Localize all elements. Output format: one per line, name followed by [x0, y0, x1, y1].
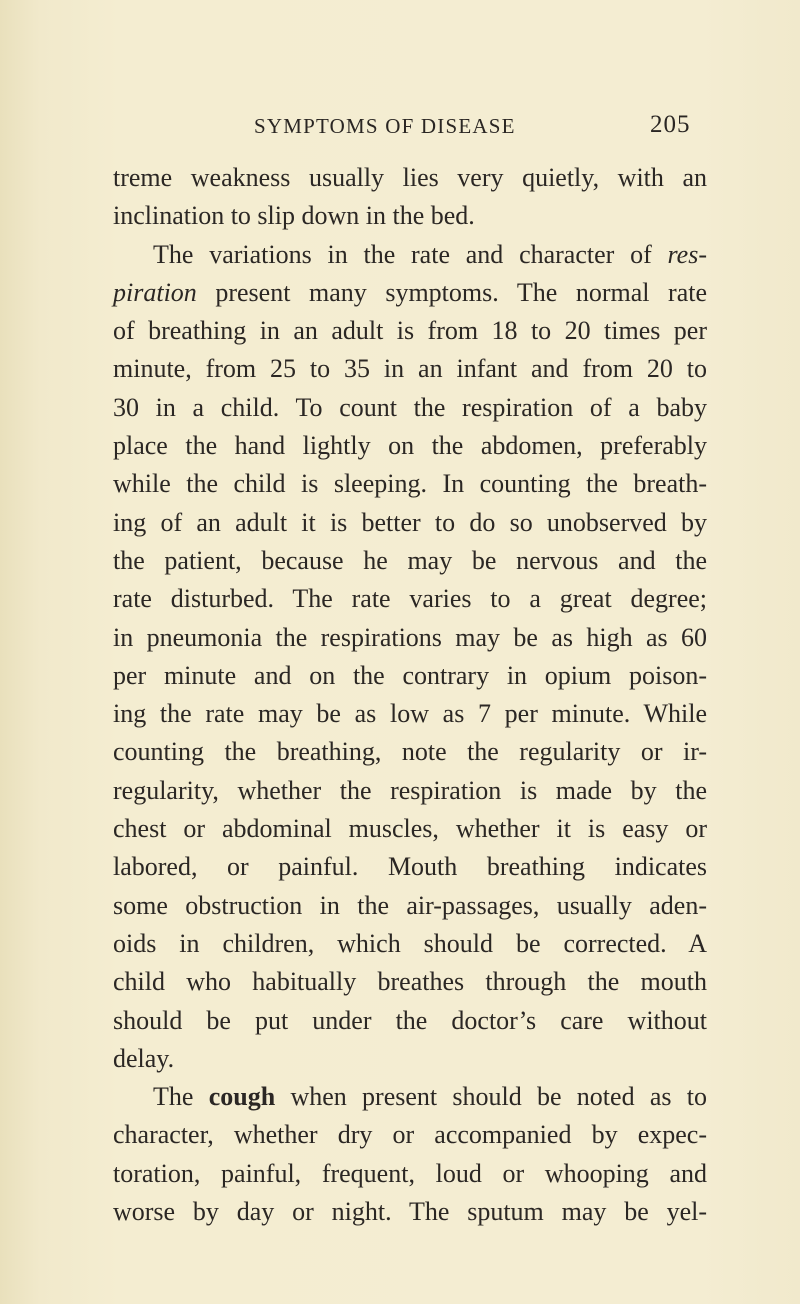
italic-term: res- — [667, 239, 707, 269]
text-line: regularity, whether the respiration is made by the — [113, 775, 707, 805]
text-line: character, whether dry or accompanied by expec- — [113, 1120, 707, 1150]
running-head — [0, 111, 800, 144]
bold-term: cough — [208, 1082, 276, 1112]
text-line: per minute and on the contrary in opium poison- — [113, 660, 707, 690]
text-line: minute, from 25 to 35 in an infant and from 20 to — [113, 354, 707, 384]
text-line: oids in children, which should be corrected. A — [113, 928, 707, 958]
text-line: chest or abdominal muscles, whether it is easy or — [113, 814, 707, 844]
text-line: ing the rate may be as low as 7 per minute. While — [113, 699, 707, 729]
text-line: some obstruction in the air-passages, usually aden- — [113, 890, 707, 920]
text-line: The variations in the rate and character of res- — [153, 239, 707, 269]
text-line: inclination to slip down in the bed. — [113, 201, 475, 231]
text-line: worse by day or night. The sputum may be yel- — [113, 1197, 707, 1227]
text-line: piration present many symptoms. The normal rate — [113, 277, 707, 307]
text-line: counting the breathing, note the regularity or ir- — [113, 737, 707, 767]
text-line: in pneumonia the respirations may be as high as 60 — [113, 622, 707, 652]
text-line: the patient, because he may be nervous and the — [113, 545, 707, 575]
text-line: of breathing in an adult is from 18 to 20 times per — [113, 316, 707, 346]
running-head-title: SYMPTOMS OF DISEASE — [254, 114, 516, 138]
text-line: treme weakness usually lies very quietly, with an — [113, 163, 707, 192]
text-line: The cough when present should be noted as to — [153, 1082, 707, 1112]
text-line: rate disturbed. The rate varies to a great degree; — [113, 584, 707, 614]
text-line: place the hand lightly on the abdomen, preferably — [113, 431, 707, 461]
text-line: should be put under the doctor’s care without — [113, 1005, 707, 1035]
text-line: 30 in a child. To count the respiration of a baby — [113, 392, 707, 422]
page-number: 205 — [650, 111, 691, 138]
text-line: labored, or painful. Mouth breathing indicates — [113, 852, 707, 882]
text-line: child who habitually breathes through the mouth — [113, 967, 707, 997]
italic-term: piration — [113, 277, 197, 307]
body-text — [113, 159, 707, 1231]
text-line: toration, painful, frequent, loud or whooping and — [113, 1158, 707, 1188]
text-line: while the child is sleeping. In counting the breath- — [113, 469, 707, 499]
text-line: delay. — [113, 1043, 175, 1073]
text-line: ing of an adult it is better to do so unobserved by — [113, 507, 707, 537]
